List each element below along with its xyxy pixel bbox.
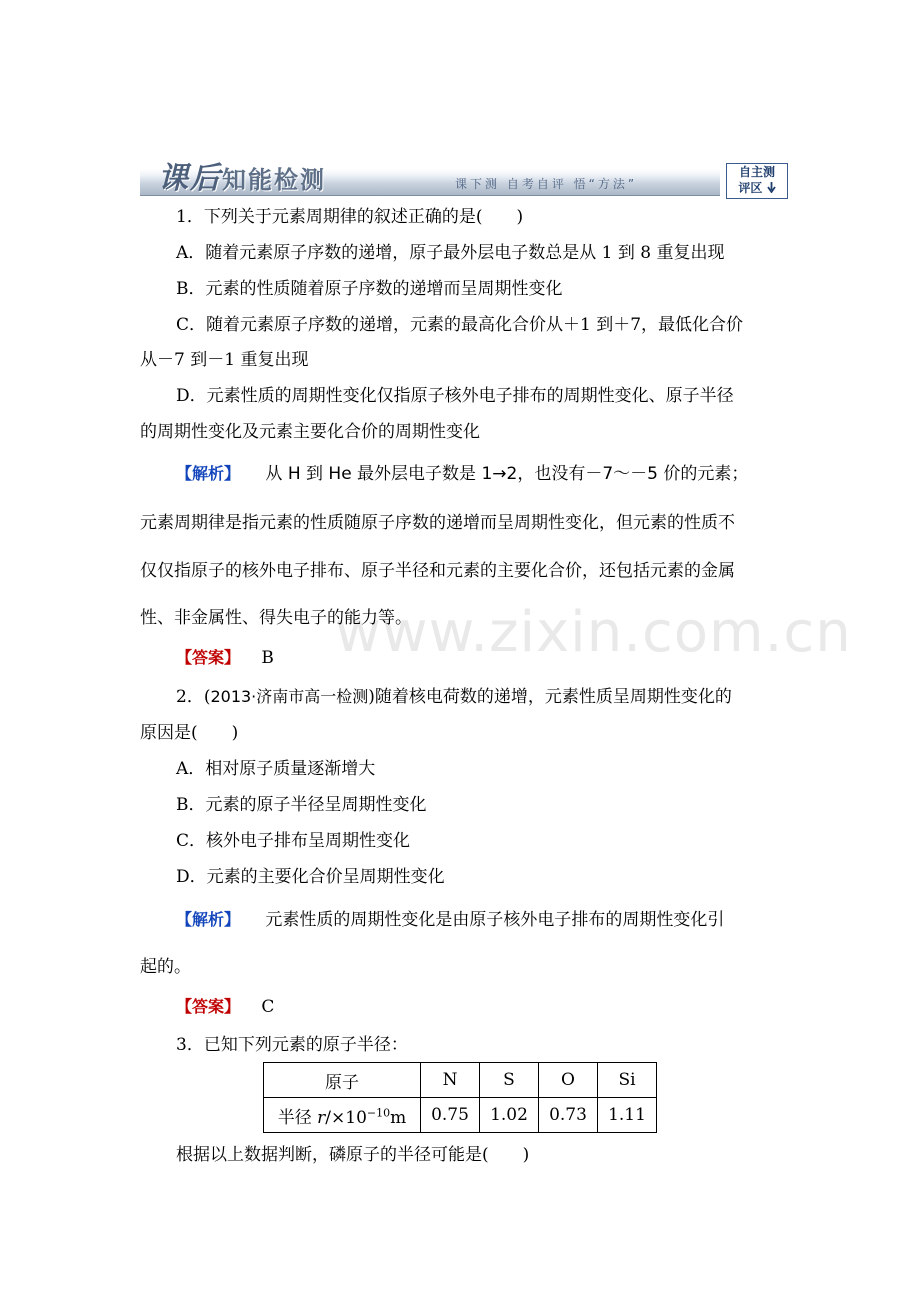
radius-label-prefix: 半径: [277, 1107, 318, 1128]
self-test-badge: [726, 163, 788, 199]
q2-source: 2013·济南市高一检测: [210, 687, 369, 706]
q2-analysis-line2: 起的。: [140, 957, 191, 977]
table-radius-s: 1.02: [480, 1098, 539, 1133]
q2-analysis-line1: [176, 905, 724, 930]
banner-title-main: 课后: [158, 161, 222, 196]
q2-stem-prefix: 2．(: [176, 687, 211, 707]
table-element-si: Si: [598, 1063, 657, 1098]
q2-option-a: A．相对原子质量逐渐增大: [176, 759, 376, 779]
q1-answer-label: 【答案】: [176, 648, 241, 667]
section-banner: [140, 157, 790, 199]
q3-followup: 根据以上数据判断，磷原子的半径可能是( ): [176, 1145, 530, 1165]
q1-option-c-line1: C．随着元素原子序数的递增，元素的最高化合价从＋1 到＋7，最低化合价: [176, 315, 744, 335]
table-radius-label: [264, 1098, 421, 1133]
table-radius-o: 0.73: [539, 1098, 598, 1133]
q1-stem: 1．下列关于元素周期律的叙述正确的是( ): [176, 207, 524, 227]
table-element-n: N: [421, 1063, 480, 1098]
q2-stem-suffix: )随着核电荷数的递增，元素性质呈周期性变化的: [368, 687, 732, 707]
q2-option-d: D．元素的主要化合价呈周期性变化: [176, 867, 445, 887]
down-arrow-icon: [767, 182, 776, 193]
table-radius-row: [264, 1098, 657, 1133]
q1-option-b: B．元素的性质随着原子序数的递增而呈周期性变化: [176, 279, 563, 299]
q2-answer-value: C: [261, 997, 275, 1017]
table-radius-si: 1.11: [598, 1098, 657, 1133]
q2-option-c: C．核外电子排布呈周期性变化: [176, 831, 411, 851]
radius-label-unit: m: [390, 1107, 407, 1128]
banner-title-sub: 知能检测: [222, 166, 326, 194]
table-header-row: [264, 1063, 657, 1098]
q2-analysis-label: 【解析】: [176, 910, 241, 929]
q1-answer: [176, 645, 274, 668]
q1-analysis-line3: 仅仅指原子的核外电子排布、原子半径和元素的主要化合价，还包括元素的金属: [140, 561, 735, 581]
table-element-o: O: [539, 1063, 598, 1098]
q1-analysis-label: 【解析】: [176, 464, 241, 483]
badge-line2: 评区: [738, 181, 763, 195]
q2-stem-line2: 原因是( ): [140, 723, 239, 743]
banner-slogan: 课下测 自考自评 悟“方法”: [455, 177, 638, 191]
q1-analysis-line2: 元素周期律是指元素的性质随原子序数的递增而呈周期性变化，但元素的性质不: [140, 513, 735, 533]
q1-option-d-line2: 的周期性变化及元素主要化合价的周期性变化: [140, 422, 480, 442]
q1-analysis-line1: [176, 459, 748, 484]
atomic-radius-table: [263, 1062, 657, 1133]
q1-option-d-line1: D．元素性质的周期性变化仅指原子核外电子排布的周期性变化、原子半径: [176, 386, 734, 406]
radius-label-var: r: [317, 1107, 326, 1128]
q2-answer: [176, 994, 274, 1017]
q1-option-a: A．随着元素原子序数的递增，原子最外层电子数总是从 1 到 8 重复出现: [176, 243, 725, 263]
radius-label-mid: /×10: [325, 1107, 367, 1128]
q1-analysis-text1: 从 H 到 He 最外层电子数是 1→2，也没有－7～－5 价的元素；: [265, 464, 749, 484]
q3-stem: 3．已知下列元素的原子半径：: [176, 1035, 408, 1055]
table-header-label: 原子: [264, 1063, 421, 1098]
q2-option-b: B．元素的原子半径呈周期性变化: [176, 795, 427, 815]
q2-stem-line1: [176, 682, 732, 707]
table-element-s: S: [480, 1063, 539, 1098]
banner-title: [158, 161, 326, 197]
q2-answer-label: 【答案】: [176, 997, 241, 1016]
q1-answer-value: B: [261, 648, 274, 668]
table-radius-n: 0.75: [421, 1098, 480, 1133]
watermark: www.zixin.com.cn: [335, 600, 852, 665]
q1-option-c-line2: 从－7 到－1 重复出现: [140, 350, 309, 370]
badge-line1: 自主测: [738, 165, 775, 179]
radius-label-exp: −10: [366, 1105, 391, 1119]
q1-analysis-line4: 性、非金属性、得失电子的能力等。: [140, 608, 412, 628]
badge-line2-wrap: [727, 180, 787, 196]
q2-analysis-text1: 元素性质的周期性变化是由原子核外电子排布的周期性变化引: [265, 910, 725, 930]
